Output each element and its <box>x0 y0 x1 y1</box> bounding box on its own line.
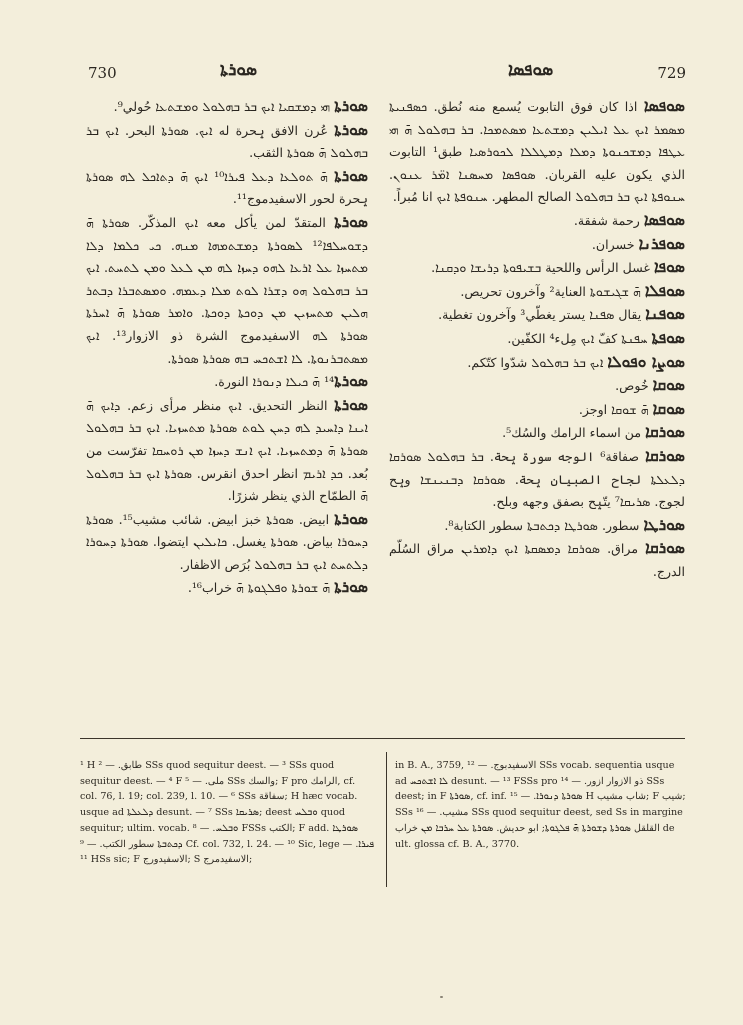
left-page-number: 730 <box>88 64 117 82</box>
entry-gloss: خسران. <box>591 236 639 252</box>
entry-gloss: خُوص. <box>615 378 653 394</box>
paper-speck <box>440 996 443 998</box>
dictionary-entry <box>86 370 368 394</box>
entry-gloss: غسل الرأس واللحية ܒܫܝܦܘܬܐ ܕܪܝܫܐ ܘܕܩܢܐ. <box>431 260 655 276</box>
dictionary-entry <box>86 394 368 508</box>
entry-headword: ܣܘܪܬܐ <box>334 96 368 115</box>
entry-headword: ܣܘܪܩܐ <box>645 445 685 465</box>
dictionary-entry <box>86 165 368 211</box>
entry-gloss: صفاقة⁶ الوجه سورة ݒحة. ܒܪ ܒܗܠܘܠ ܣܘܪܩܐ ܕܠܥܠܬܐ لجاح الصبيان ݒحة. ܣܘܪܩܐ ܕܒܢܝܢܫܐ وݒح لجوج. ܣܪܝܩܐ⁷ يتّݒح بصفق وجهه وبلح. <box>389 448 685 510</box>
dictionary-entry <box>389 280 685 304</box>
dictionary-entry <box>86 508 368 577</box>
dictionary-entry <box>389 421 685 445</box>
entry-headword: ܣܘܦܪܢܐ <box>638 233 685 253</box>
entry-headword: ܣܘܪܩܐ <box>645 538 685 558</box>
dictionary-entry <box>86 119 368 165</box>
entry-gloss: يقال ܣܦܢܐ يستر يغطّي³ وآخرون تغطية. <box>438 307 646 323</box>
footnote-column-divider <box>386 752 387 887</box>
entry-headword: ܣܘܪܛܐ <box>643 514 685 534</box>
dictionary-entry <box>86 211 368 370</box>
entry-gloss: من اسماء الرامك والسُك⁵. <box>502 425 646 441</box>
entry-gloss: النظر التحديق. ܐܝܟ منظر مرأى زعم. ܕܐܝܟ ܗ̄ ܐܝܢܐ ܕܐܚܝܕ ܠܗ ܕܚܢ ܠܘܬ ܣܘܪܬܐ ܡܬܚܙܝܐ. ܐܝܟ ܒܪ ܒܗܠܘܠ ܣܘܪܬܐ ܗ̄ ܕܡܬܚܙܝܐ. ܐܝܟ ܐܢܫ ܕܚܙܐ ܡܢ ܪܘܚܩܐ تفرّست من بُعد. ܟܕ ܐܪܝܡ انظر احدق انقرس. ܣܘܪܬܐ ܐܝܟ ܒܪ ܒܗܠܘܠ ܗ̄ الطمّاح الذي ينظر شزرًا. <box>86 397 368 504</box>
dictionary-entry <box>389 445 685 514</box>
entry-gloss: ܗ̄ ܬܘܠܥܐ ܕܥܠ ܦܝܪܐ¹⁰ ܐܝܟ ܗ̄ ܕܬܐܟܠ ܠܗ ܣܘܪܬܐ ݒحرة لحور الاسفيدموج¹¹. <box>86 168 368 207</box>
entry-headword: ܣܘܦܣܐ <box>643 96 685 115</box>
entry-gloss: المتقدّ لمن يأكل معه ܐܝܟ المذكّر. ܣܘܪܬܐ ܗ̄ ܕܫܘܚܠܦܐ¹² ܠܣܘܪܬܐ ܕܡܫܬܡܗܐ ܡܢܗ. ܟܝ ܟܠܡܐ ܕܠܐ ܡܬܚܙܐ ܥܠ ܐܪܥܐ ܠܗܘ ܕܚܙܐ ܠܗ ܡܢ ܠܥܠ ܘܡܢ ܠܬܚܬ. ܐܝܟ ܒܪ ܒܗܠܘܠ ܗܘ ܕܫܪܐ ܠܘܬ ܡܠܐ ܕܥܡܗ. ܘܡܣܬܒܪܐ ܕܒܬܪ ܗܠܝܢ ܡܬܚܙܝܢ ܡܢ ܕܘܟܬܐ ܕܘܟܬܐ. ܘܐܡܪ ܣܘܪܬܐ ܗ̄ ܐܚܪܬܐ ܣܘܪܬܐ ܠܗ الاسفيدموج الشرة ذو الازوار¹³. ܐܝܟ ܡܣܬܒܪܢܘܬܐ. ܠܐ ܐܫܬܟܚ ܒܗ ܣܘܪܬܐ ܣܘܪܬܐ. <box>86 214 368 366</box>
entry-headword: ܣܘܪܬܐ <box>334 371 368 391</box>
dictionary-entry <box>389 303 685 327</box>
footnote-text: in B. A., 3759, الاسفيدبوج. — ¹² SSs vocab. sequentia usque ad ܠܐ ܐܫܬܟܚ desunt. — ¹³ FSSs pro ذو الازوار ازور. — ¹⁴ SSs deest; in F ܣܘܪܬܐ, cf. inf. ܣܘܪܬܐ ܕܢܘܪܐ. — ¹⁵ H شاب مشيب; F شيب; SSs مشيب. — ¹⁶ SSs quod sequitur deest, sed Ss in margine القلقل ܣܘܪܬܐ ܕܫܘܪܬܐ ܗ̄ ܦܠܓܘܬܐ; ابو حديش. ܣܘܪܬܐ ܥܠ ܚܪܒܐ ܡܢ خراب de ult. glossa cf. B. A., 3770. <box>395 760 686 850</box>
entry-headword: ܣܘܩܐ <box>652 398 685 418</box>
right-running-head: ܣܘܦܣܐ <box>508 60 554 80</box>
entry-gloss: سطور. ܣܘܪܛܐ ܕܟܬܒܬܐ سطور الكتابة⁸. <box>444 517 644 533</box>
dictionary-entry <box>389 374 685 398</box>
dictionary-entry <box>389 398 685 422</box>
entry-gloss: ܚܦܢܬܐ كفّ ܐܝܟ مِلء⁴ الكفّين. <box>507 330 652 346</box>
entry-gloss: اذا كان فوق التابوت يُسمع منه نُطق. ܟܣܦܢܝܬܐ ܡܣܡܪ ܐܝܟ ܥܠ ܐܝܠܝܢ ܕܡܫܬܥܐ ܡܣܬܡܟܐ. ܒܪ ܒܗܠܘܠ ܗ̄ ܗܝ ܥܛܦܐ ܕܡܫܟܢܘܬܐ ܕܡܠܐ ܕܡܛܠܠܐ ܠܟܘܪܣܝܐ طبق¹ التابوت الذي يكون عليه القربان. ܣܘܦܣܐ ܡܚܣܢܐ ܐܡ̈ܪ ܥܢܘܢ. ܚܢܘܦܬܐ ܐܝܟ ܒܪ ܒܗܠܘܠ الصالح المطهر. ܚܢܘܦܬܐ ܐܝܟ انا مُبراً. <box>389 99 686 205</box>
footnotes-right <box>395 758 687 852</box>
entry-headword: ܣܘܦܢܐ <box>645 304 685 324</box>
entry-gloss: ابيض. ܣܘܪܬܐ خبز ابيض. شائب مشيب¹⁵. ܣܘܪܬܐ ܕܚܘܪܐ بياض. ܣܘܪܬܐ يغسل. ܟܐܝܠܝܢ ايتضوا. ܣܘܪܬܐ ܕܚܘܪܐ ܕܠܬܚܬ ܐܝܟ ܒܪ ܒܗܠܘܠ بُرَص الاظفار. <box>86 511 368 572</box>
dictionary-entry <box>389 514 685 538</box>
entry-headword: ܣܘܪܬܐ <box>334 165 368 185</box>
entry-headword: ܣܘܦܬܐ <box>651 327 685 347</box>
dictionary-entry <box>389 351 685 375</box>
footnotes-left <box>80 758 375 868</box>
dictionary-entry <box>86 576 368 600</box>
entry-gloss: ܗܝ ܕܡܫܩܝܐ ܐܝܟ ܒܪ ܒܗܠܘܠ ܘܡܫܬܥܐ حُولي⁹. <box>113 99 335 114</box>
footnote-rule <box>80 738 685 739</box>
entry-headword: ܣܘܪܬܐ <box>334 394 368 414</box>
entry-gloss: رحمة شفقة. <box>573 212 644 228</box>
dictionary-entry <box>389 327 685 351</box>
entry-headword: ܣܘܪܬܐ <box>334 211 368 231</box>
entry-gloss: ܗ̄ ܫܓܝܫܘܬܐ العناية² وآخرون تحريص. <box>460 283 645 299</box>
footnote-text: ¹ H طابق. — ² SSs quod sequitur deest. — ³ SSs quod sequitur deest. — ⁴ F ملى. — ⁵ SSs والسك; F pro الرامك, cf. col. 76, l. 19; col. 239, l. 10. — ⁶ SSs سفاقة; H hæc vocab. usque ad ܕܠܥܠܬܐ desunt. — ⁷ SSs ܣܪܝܩܐ; deest ܘܒܠܚ quod sequitur; ultim. vocab. ܘܒܠܚ. — ⁸ FSSs الكتب; F add. ܣܘܪܛܐ ܕܟܬܒܬܐ سطور الكتب. — ⁹ Cf. col. 732, l. 24. — ¹⁰ Sic, lege ܦܝܪܐ. — ¹¹ HSs sic; F الاسفيدورج; S الاسفيدمرج; <box>80 760 375 866</box>
dictionary-entry <box>389 95 685 209</box>
left-column-730 <box>86 95 368 600</box>
right-page-number: 729 <box>657 64 686 82</box>
page-header <box>70 60 686 88</box>
right-column-729 <box>389 95 685 583</box>
entry-headword: ܣܘܪܬܐ <box>334 577 368 597</box>
entry-headword: ܣܘܦܠܐ <box>644 280 685 300</box>
entry-headword: ܣܘܨܐ ܘܦܘܠܐ <box>607 351 685 371</box>
entry-gloss: مراق. ܣܘܪܩܐ ܕܡܣܩܬܐ ܐܝܟ ܕܐܡܪܝܢ مراق السُلّم الدرج. <box>389 541 685 579</box>
entry-headword: ܣܘܦܣܐ <box>643 209 685 229</box>
dictionary-entry <box>389 209 685 233</box>
dictionary-entry <box>389 256 685 280</box>
entry-gloss: عُرن الافق ݒحرة له ܐܝܟ. ܣܘܪܬܐ البحر. ܐܝܟ ܒܪ ܒܗܠܘܠ ܗ̄ ܣܘܪܬܐ الثقب. <box>86 122 368 161</box>
entry-headword: ܣܘܦܐ <box>654 257 685 277</box>
entry-gloss: ¹⁴ ܗ̄ ܟܝܠܐ ܕܢܘܪܐ النورة. <box>214 374 335 390</box>
entry-gloss: ܗ̄ ܫܘܪܬܐ ܘܦܠܓܘܬܐ ܗ̄ خراب¹⁶. <box>187 580 335 596</box>
left-running-head: ܣܘܪܬܐ <box>220 60 258 80</box>
dictionary-entry <box>389 537 685 583</box>
entry-headword: ܣܘܩܐ <box>652 375 685 395</box>
entry-headword: ܣܘܪܬܐ <box>334 119 368 139</box>
dictionary-entry <box>86 95 368 119</box>
entry-gloss: ܐܝܟ ܒܪ ܒܗܠܘܠ شدّوا كتّكم. <box>467 354 608 370</box>
entry-headword: ܣܘܪܩܐ <box>645 422 685 442</box>
entry-gloss: ܗ̄ ܫܘܩܐ اوجز. <box>578 401 653 417</box>
entry-headword: ܣܘܪܬܐ <box>334 508 368 528</box>
dictionary-entry <box>389 233 685 257</box>
